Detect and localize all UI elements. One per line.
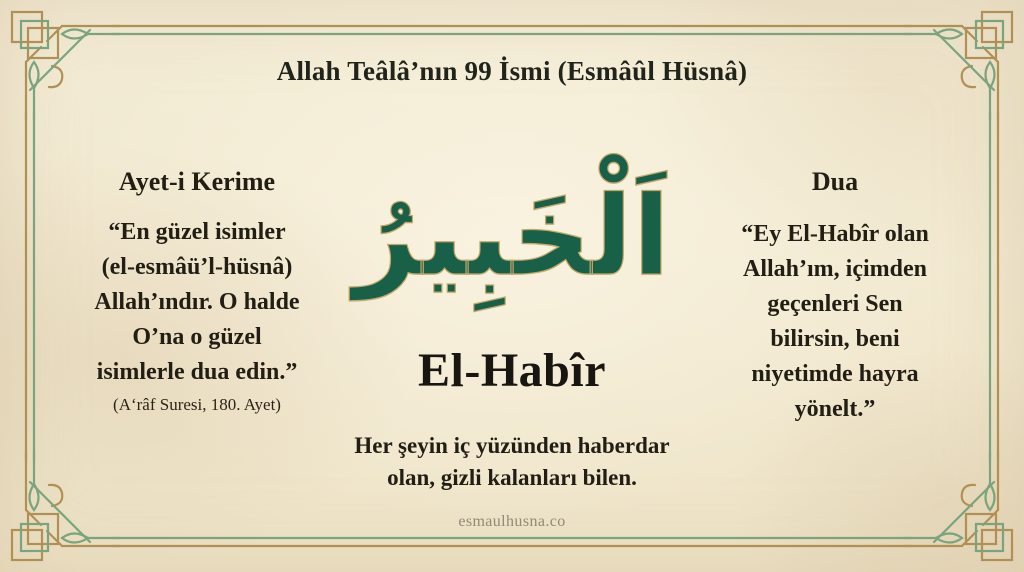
prayer-line: geçenleri Sen: [767, 291, 903, 317]
arabic-calligraphy: اَلْخَبِيرُ: [353, 171, 671, 300]
prayer-text: [685, 217, 985, 427]
meaning-line: olan, gizli kalanları bilen.: [387, 465, 637, 490]
corner-knot-icon: [12, 452, 120, 560]
page-title: Allah Teâlâ’nın 99 İsmi (Esmâûl Hüsnâ): [276, 56, 748, 86]
verse-line: Allah’ındır. O halde: [94, 289, 300, 315]
site-watermark: esmaulhusna.co: [458, 513, 566, 530]
name-meaning: [312, 430, 712, 494]
prayer-line: “Ey El-Habîr olan: [741, 221, 929, 247]
meaning-line: Her şeyin iç yüzünden haberdar: [354, 433, 670, 458]
corner-knot-icon: [904, 452, 1012, 560]
prayer-line: Allah’ım, içimden: [743, 256, 927, 282]
name-latin: El-Habîr: [417, 344, 606, 397]
prayer-line: niyetimde hayra: [751, 361, 919, 387]
verse-line: (el-esmâü’l-hüsnâ): [101, 254, 293, 280]
verse-text: [47, 215, 347, 390]
verse-line: isimlerle dua edin.”: [96, 359, 298, 385]
verse-line: “En güzel isimler: [108, 219, 286, 245]
verse-heading: Ayet-i Kerime: [118, 167, 276, 196]
verse-line: O’na o güzel: [132, 324, 262, 350]
verse-source: (A‘râf Suresi, 180. Ayet): [113, 395, 281, 414]
prayer-line: yönelt.”: [794, 396, 876, 422]
prayer-heading: Dua: [811, 167, 859, 196]
prayer-line: bilirsin, beni: [770, 326, 900, 352]
